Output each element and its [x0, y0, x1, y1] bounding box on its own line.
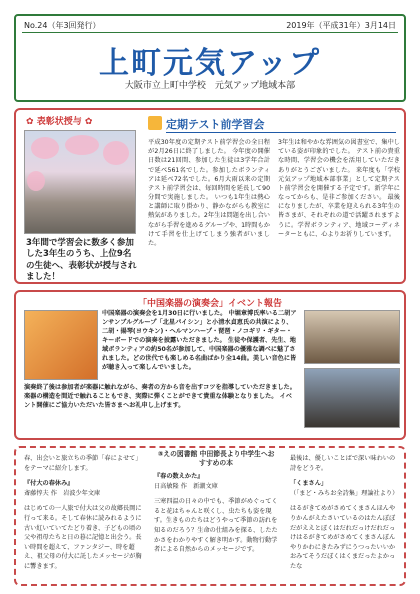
instrument-text: 中国楽器の演奏会を1月30日に行いました。 中堀章博氏率いる二胡アンサンブルグループ「北星パイシン」と小清水貞恵氏の共演により、二胡・揚琴(ヨウキン)・ヘルマンハープ・琵琶・ノコギリ・ギター・キーボードでの演奏を披露いただきました。 生徒や保護者、先生、地域ボランティアの約50名が参加して、中国楽器の優雅な調べに魅了されました。どの世代でも楽しめる名曲ばかり全14曲。美しい音色に皆が聴き入って楽しんでいました。 [102, 310, 297, 371]
title-underline [166, 132, 396, 133]
test-article-col-a: 平成30年度の定期テスト前学習会の全日程が2月26日に終了しました。 今年度の開催日数は21回間、参加した生徒は3学年合計で延べ561名でした。参加したボランティアは延べ72名でした。6月大雨以来の定期テスト前学習会は、毎回時間を延長して90分間で実施しました。 いつも1年生は熱心と講師に取り掛かり、静かながらも教室に熱気がありました。2年生は問題を出し合いながら手習を進めるグループや、1時間もかけて手習を仕上げてしまう強者がいました。 [148, 139, 270, 247]
header-rule [22, 32, 398, 33]
issue-number: No.24（年3回発行） [24, 21, 101, 30]
book-description: 三寒四温の日々の中でも、季節がめぐってくると花はちゃんと咲くし、虫たちも姿を現す。生きものたちはどうやって季節の訪れを知るのだろう？生命の仕組みを探る、したたかさをわかりやすく解き明かす。動物行動学者による自然からのメッセージです。 [154, 498, 278, 554]
book-col-1 [24, 454, 142, 572]
test-title: 定期テスト前学習会 [166, 118, 265, 131]
instrument-photo [24, 310, 98, 380]
test-article-col-b: 3年生は和やかな雰囲気の図書室で、集中している姿が印象的でした。 テスト前の貴重な時間、学習会の機会を活用していただきありがとうございました。 来年度も「学校元気アップ地域本部事業」として定期テスト前学習会を開催する予定です。新学年になってからも、是非ご参加ください。 最後になりましたが、卒業を迎えられる3年生の皆さまが、それぞれの道で活躍されますように。学習ボランティア、地域コーディネーターともに、心よりお祈りしています。 [278, 139, 400, 238]
book-col-3 [290, 454, 400, 572]
book-author: 日高敏隆 作 新潮文庫 [154, 482, 218, 490]
book-banner: ⑤えの図書館 中田節長より中学生へおすすめの本 [157, 450, 275, 467]
book-section [14, 446, 406, 586]
poem-text: はるがきてめがさめてくまさんほんやりかんがえたさいているのはたんぽぽだがええとぼくはだれだっけだれだっけはるがきてめがさめてくまさんぼんやりかわにきたみずにうつったいいかおみてそうだぼくはくまだったよかったな [290, 505, 396, 571]
top-section [14, 108, 406, 284]
poem-title: 「くまさん」 [290, 480, 328, 488]
book-author: 斎藤惇夫 作 岩波少年文庫 [24, 489, 101, 497]
instrument-section [14, 290, 406, 440]
award-title: ✿ 表彰状授与 ✿ [26, 117, 93, 127]
concert-photo-2 [304, 368, 400, 428]
book-col-2 [154, 472, 278, 555]
issue-date: 2019年（平成31年）3月14日 [286, 21, 396, 30]
award-caption: 3年間で学習会に数多く参加した3年生のうち、上位9名の生徒へ、表彰状が授与されました！ [26, 238, 137, 283]
book-description: はじめての一人旅で付大は父の故郷長岡に行って来る。そして春休に読みれるように古い紅いていてたどり着き、子どもの頃の父や祖母たちと日の暮に記憶と出会う。長い時間を超えて、ファンタジー、時を超え、祖父母の付大に託したメッセージが胸に響きます。 [24, 505, 142, 571]
instrument-title: 「中国楽器の演奏会」イベント報告 [137, 299, 282, 309]
concert-photo-1 [304, 310, 400, 364]
book-intro: 春、出会いと旅立ちの季節「春によせて」をテーマに紹介します。 [24, 455, 142, 472]
pencil-icon [148, 116, 162, 130]
poem-source: （「まど・みちお全詩集」理論社より） [290, 489, 399, 497]
newsletter-title: 上町元気アップ [99, 46, 321, 81]
award-photo [24, 130, 136, 234]
publisher: 大阪市立上町中学校 元気アップ地域本部 [124, 81, 296, 91]
book-title: 『付大の春休み』 [24, 480, 74, 488]
masthead [14, 14, 406, 102]
book-title: 『春の数えかた』 [154, 473, 204, 480]
poem-intro: 最後は、優しいことばで深い味わいの詩をどうぞ。 [290, 455, 396, 472]
instrument-text-2: 演奏終了後は参加者が楽器に触れながら、奏者の方から音を出すコツを指導していただきました。楽器の構造を間近で触れることもでき、実際に弾くことができて貴重な体験となりました。 イベント開催にご協力いただいた皆さまへお礼申し上げます。 [24, 384, 296, 409]
